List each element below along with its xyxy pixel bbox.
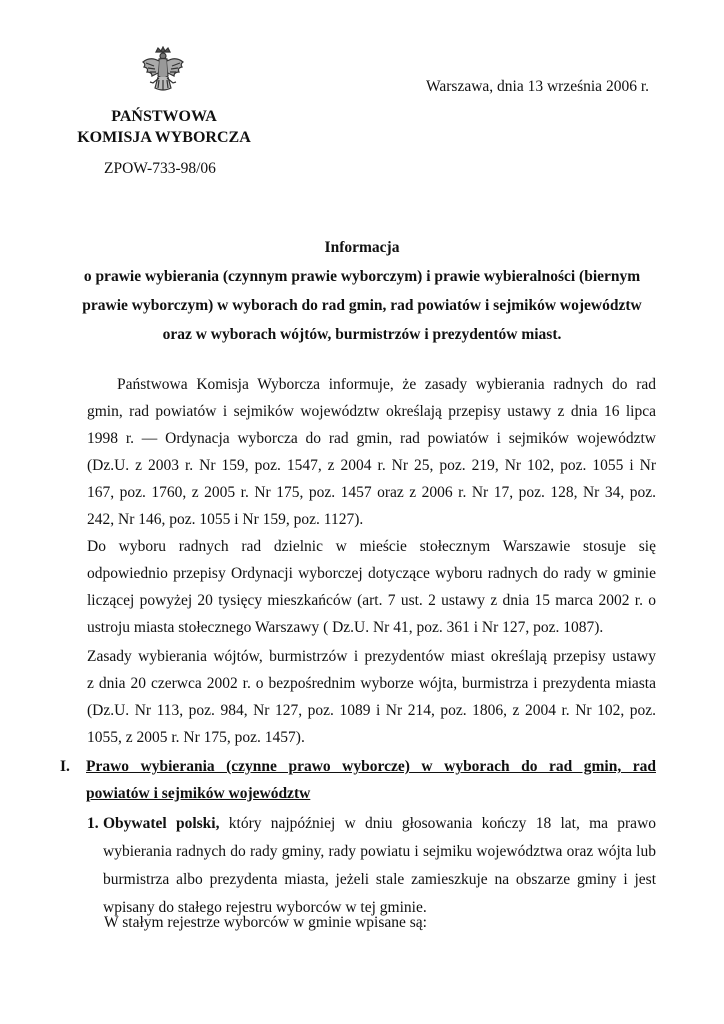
paragraph-line: 1998 r. — Ordynacja wyborcza do rad gmin, rad powiatów i sejmików województw <box>87 430 656 447</box>
paragraph-line: odpowiednio przepisy Ordynacji wyborczej dotyczące wyboru radnych do rady w gminie <box>87 565 656 582</box>
section-number: I. <box>60 758 70 775</box>
paragraph-line: liczącej powyżej 20 tysięcy mieszkańców (art. 7 ust. 2 ustawy z dnia 15 marca 2002 r. o <box>87 592 656 609</box>
institution-line-1: PAŃSTWOWA <box>111 108 217 125</box>
paragraph-line: 242, Nr 146, poz. 1055 i Nr 159, poz. 1127). <box>87 511 364 528</box>
issuing-institution <box>70 106 258 148</box>
section-title-line-2: powiatów i sejmików województw <box>86 785 311 802</box>
list-item-continuation: W stałym rejestrze wyborców w gminie wpisane są: <box>104 914 427 931</box>
paragraph-line: gmin, rad powiatów i sejmików województw określają przepisy ustawy z dnia 16 lipca <box>87 403 656 420</box>
paragraph-line: ustroju miasta stołecznego Warszawy ( Dz.U. Nr 41, poz. 361 i Nr 127, poz. 1087). <box>87 619 604 636</box>
paragraph-legal-basis <box>87 371 656 533</box>
paragraph-line: (Dz.U. z 2003 r. Nr 159, poz. 1547, z 2004 r. Nr 25, poz. 219, Nr 102, poz. 1055 i Nr <box>87 457 656 474</box>
document-title <box>68 233 656 349</box>
paragraph-line: 167, poz. 1760, z 2005 r. Nr 175, poz. 1457 oraz z 2006 r. Nr 17, poz. 128, Nr 34, poz. <box>87 484 656 501</box>
reference-number: ZPOW-733-98/06 <box>104 160 216 177</box>
place-and-date: Warszawa, dnia 13 września 2006 r. <box>426 78 649 95</box>
title-line-1: Informacja <box>324 239 400 256</box>
paragraph-line: (Dz.U. Nr 113, poz. 984, Nr 127, poz. 1089 i Nr 214, poz. 1806, z 2004 r. Nr 102, poz. <box>87 702 656 719</box>
polish-eagle-emblem-icon <box>140 46 186 100</box>
list-item-lead: Obywatel polski, <box>103 815 220 832</box>
title-line-3: prawie wyborczym) w wyborach do rad gmin, rad powiatów i sejmików województw <box>82 297 642 314</box>
list-item-text: który najpóźniej w dniu głosowania kończy 18 lat, ma prawo wybierania radnych do rady gminy, rady powiatu i sejmiku województwa oraz wójta lub burmistrza albo prezydenta miasta, jeżeli stale zamieszkuje na obszarze gminy i jest wpisany do stałego rejestru wyborców w tej gminie. <box>103 815 657 916</box>
paragraph-warsaw-districts <box>87 533 656 641</box>
section-title-line-1: Prawo wybierania (czynne prawo wyborcze) w wyborach do rad gmin, rad <box>86 758 656 775</box>
paragraph-line: Zasady wybierania wójtów, burmistrzów i prezydentów miast określają przepisy ustawy <box>87 648 656 665</box>
title-line-4: oraz w wyborach wójtów, burmistrzów i prezydentów miast. <box>162 326 562 343</box>
paragraph-line: z dnia 20 czerwca 2002 r. o bezpośrednim wyborze wójta, burmistrza i prezydenta miasta <box>87 675 656 692</box>
paragraph-mayors <box>87 643 656 751</box>
paragraph-line: Państwowa Komisja Wyborcza informuje, że zasady wybierania radnych do rad <box>117 376 656 393</box>
section-title <box>86 753 656 807</box>
title-line-2: o prawie wybierania (czynnym prawie wyborczym) i prawie wybieralności (biernym <box>83 268 641 285</box>
paragraph-line: Do wyboru radnych rad dzielnic w mieście stołecznym Warszawie stosuje się <box>87 538 656 555</box>
list-item-body <box>103 810 656 922</box>
paragraph-line: 1055, z 2005 r. Nr 175, poz. 1457). <box>87 729 305 746</box>
list-item-number: 1. <box>87 815 99 832</box>
institution-line-2: KOMISJA WYBORCZA <box>77 129 251 146</box>
